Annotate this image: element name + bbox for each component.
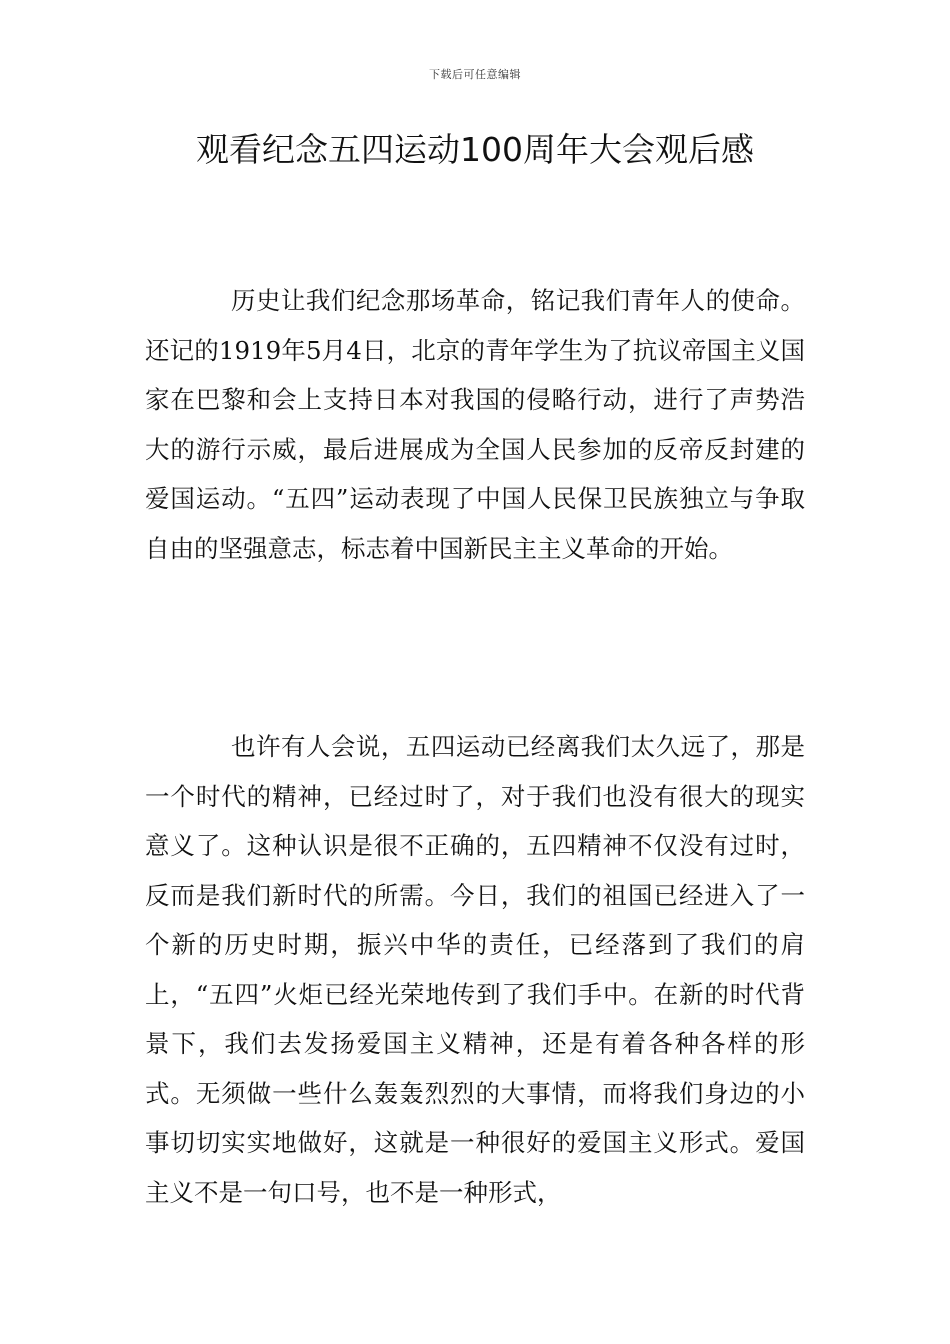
body-paragraph-1: 历史让我们纪念那场革命，铭记我们青年人的使命。还记的1919年5月4日，北京的青年学生为了抗议帝国主义国家在巴黎和会上支持日本对我国的侵略行动，进行了声势浩大的游行示威，最后进展成为全国人民参加的反帝反封建的爱国运动。“五四”运动表现了中国人民保卫民族独立与争取自由的坚强意志，标志着中国新民主主义革命的开始。 bbox=[145, 286, 805, 563]
document-title: 观看纪念五四运动100周年大会观后感 bbox=[196, 130, 754, 169]
body-paragraph-2: 也许有人会说，五四运动已经离我们太久远了，那是一个时代的精神，已经过时了，对于我们也没有很大的现实意义了。这种认识是很不正确的，五四精神不仅没有过时，反而是我们新时代的所需。今日，我们的祖国已经进入了一个新的历史时期，振兴中华的责任，已经落到了我们的肩上，“五四”火炬已经光荣地传到了我们手中。在新的时代背景下，我们去发扬爱国主义精神，还是有着各种各样的形式。无须做一些什么轰轰烈烈的大事情，而将我们身边的小事切切实实地做好，这就是一种很好的爱国主义形式。爱国主义不是一句口号，也不是一种形式， bbox=[145, 732, 805, 1207]
header-note: 下载后可任意编辑 bbox=[429, 68, 521, 81]
